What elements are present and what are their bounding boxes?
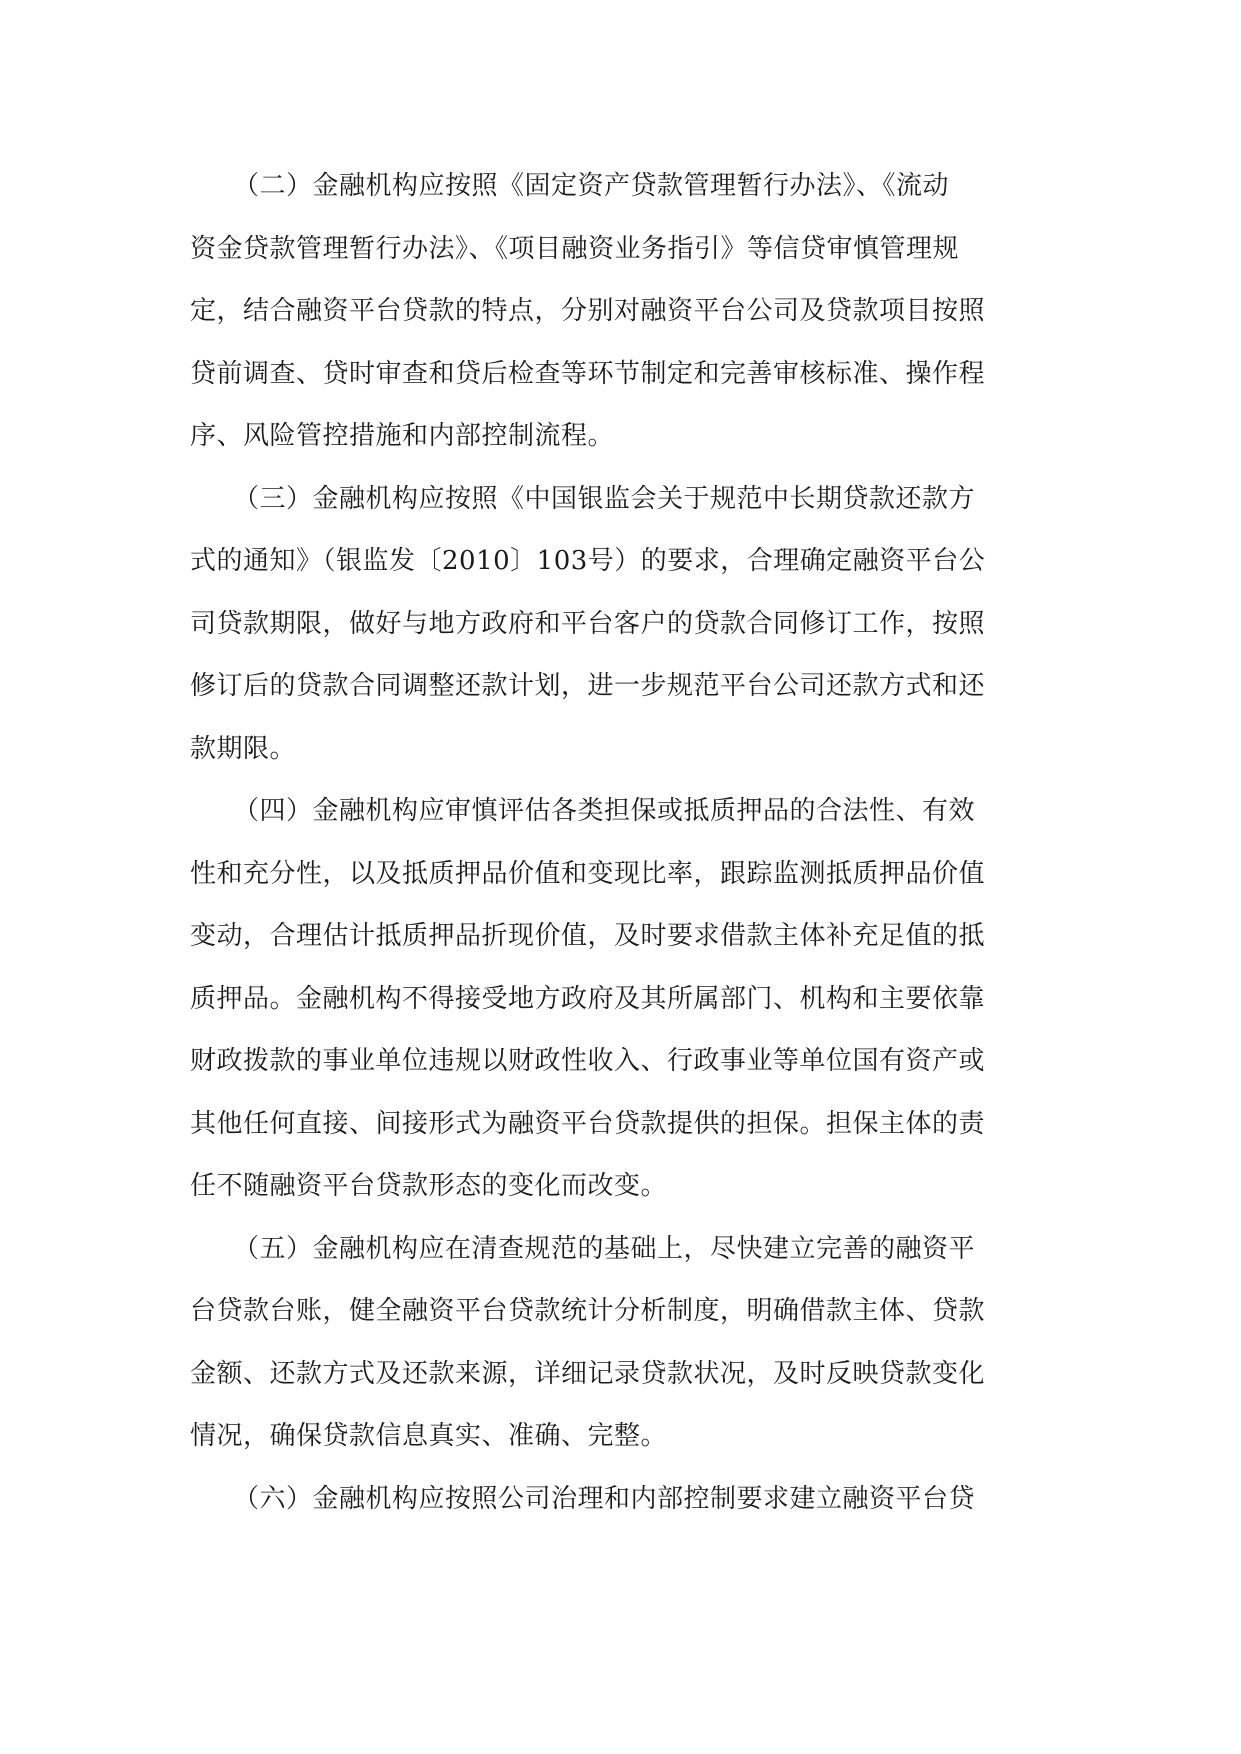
paragraph-4 — [190, 780, 1050, 1218]
text-line: 序、风险管控措施和内部控制流程。 — [190, 421, 615, 451]
text-line: （六）金融机构应按照公司治理和内部控制要求建立融资平台贷 — [233, 1483, 976, 1514]
paragraph-6 — [190, 1468, 1050, 1531]
text-line: 任不随融资平台贷款形态的变化而改变。 — [190, 1171, 668, 1201]
text-line: 资金贷款管理暂行办法》、《项目融资业务指引》等信贷审慎管理规 — [190, 233, 960, 264]
paragraph-5 — [190, 1218, 1050, 1468]
text-line: 性和充分性，以及抵质押品价值和变现比率，跟踪监测抵质押品价值 — [190, 858, 986, 889]
text-line: 款期限。 — [190, 733, 297, 764]
paragraph-3 — [190, 468, 1050, 781]
text-line: 情况，确保贷款信息真实、准确、完整。 — [190, 1421, 668, 1451]
text-line: （五）金融机构应在清查规范的基础上，尽快建立完善的融资平 — [233, 1233, 976, 1264]
text-line: 财政拨款的事业单位违规以财政性收入、行政事业等单位国有资产或 — [190, 1046, 986, 1076]
document-body — [190, 155, 1050, 1530]
text-line: 修订后的贷款合同调整还款计划，进一步规范平台公司还款方式和还 — [190, 671, 986, 701]
text-line: 式的通知》（银监发〔2010〕103号）的要求，合理确定融资平台公 — [190, 546, 986, 576]
text-line: 定，结合融资平台贷款的特点，分别对融资平台公司及贷款项目按照 — [190, 296, 986, 326]
text-line: 其他任何直接、间接形式为融资平台贷款提供的担保。担保主体的责 — [190, 1108, 986, 1139]
text-line: 台贷款台账，健全融资平台贷款统计分析制度，明确借款主体、贷款 — [190, 1296, 986, 1326]
text-line: 司贷款期限，做好与地方政府和平台客户的贷款合同修订工作，按照 — [190, 608, 986, 639]
text-line: （四）金融机构应审慎评估各类担保或抵质押品的合法性、有效 — [233, 796, 976, 826]
text-line: 质押品。金融机构不得接受地方政府及其所属部门、机构和主要依靠 — [190, 983, 986, 1014]
text-line: 变动，合理估计抵质押品折现价值，及时要求借款主体补充足值的抵 — [190, 921, 986, 951]
text-line: 贷前调查、贷时审查和贷后检查等环节制定和完善审核标准、操作程 — [190, 358, 986, 389]
paragraph-2 — [190, 155, 1050, 468]
text-line: （三）金融机构应按照《中国银监会关于规范中长期贷款还款方 — [233, 483, 976, 514]
text-line: （二）金融机构应按照《固定资产贷款管理暂行办法》、《流动 — [233, 171, 950, 201]
text-line: 金额、还款方式及还款来源，详细记录贷款状况，及时反映贷款变化 — [190, 1358, 986, 1389]
